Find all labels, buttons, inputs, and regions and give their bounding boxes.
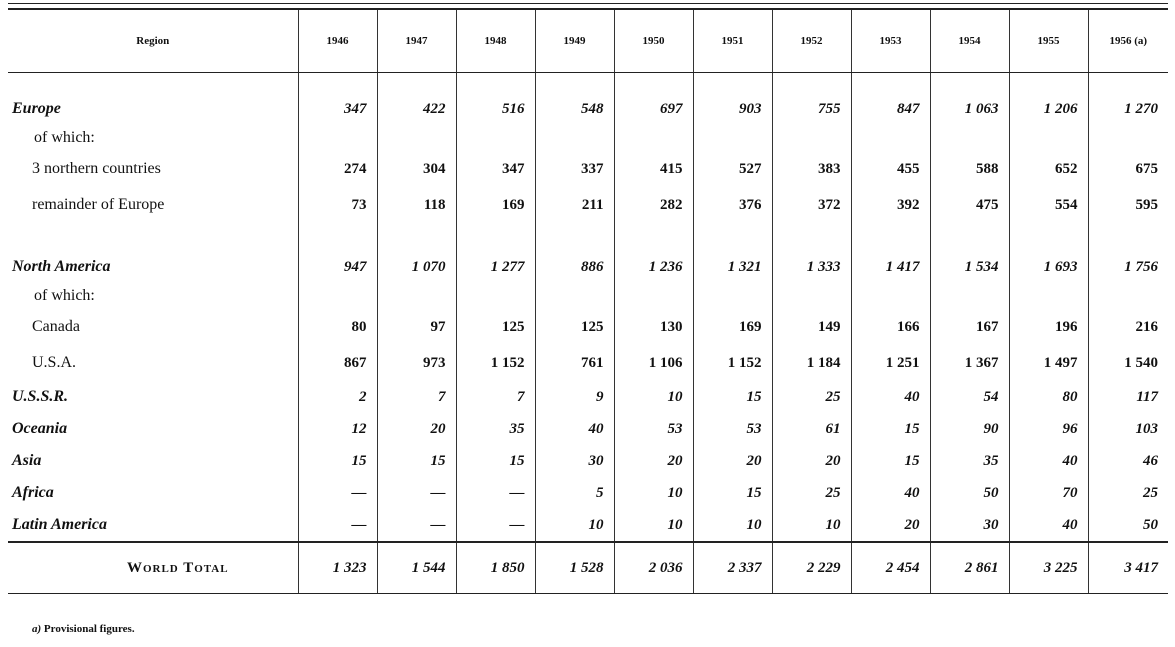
cell-value: 70 <box>1009 477 1088 509</box>
cell-value: 337 <box>535 151 614 187</box>
cell-value: 40 <box>1009 509 1088 542</box>
cell-value: 455 <box>851 151 930 187</box>
cell-value <box>456 223 535 251</box>
cell-value: 30 <box>930 509 1009 542</box>
table-row <box>8 413 1168 445</box>
spacer-row <box>8 223 1168 251</box>
cell-value <box>930 223 1009 251</box>
cell-value: 166 <box>851 309 930 345</box>
cell-value <box>614 283 693 309</box>
cell-value: 15 <box>851 413 930 445</box>
total-value: 3 417 <box>1088 542 1168 594</box>
cell-value <box>298 283 377 309</box>
table-row <box>8 251 1168 283</box>
cell-value: 40 <box>851 381 930 413</box>
total-row <box>8 542 1168 594</box>
row-label: Africa <box>12 484 54 501</box>
total-value: 2 229 <box>772 542 851 594</box>
cell-value: 15 <box>377 445 456 477</box>
cell-value: 25 <box>772 477 851 509</box>
table-row <box>8 345 1168 381</box>
spacer-row <box>8 73 1168 94</box>
cell-value: 1 152 <box>693 345 772 381</box>
table-row <box>8 445 1168 477</box>
cell-value: 475 <box>930 187 1009 223</box>
cell-value: 1 152 <box>456 345 535 381</box>
header-year: 1951 <box>693 9 772 73</box>
cell-value: 383 <box>772 151 851 187</box>
cell-value: 90 <box>930 413 1009 445</box>
cell-value: 274 <box>298 151 377 187</box>
cell-value: 516 <box>456 93 535 125</box>
cell-value <box>772 125 851 151</box>
row-label: Latin America <box>12 516 107 533</box>
cell-value: 1 106 <box>614 345 693 381</box>
cell-value <box>851 223 930 251</box>
table-row <box>8 381 1168 413</box>
cell-value <box>614 223 693 251</box>
cell-value: 96 <box>1009 413 1088 445</box>
cell-value: 7 <box>377 381 456 413</box>
cell-value: 5 <box>535 477 614 509</box>
cell-value: 1 321 <box>693 251 772 283</box>
cell-value: 304 <box>377 151 456 187</box>
cell-value: — <box>456 509 535 542</box>
cell-value: 80 <box>298 309 377 345</box>
cell-value: 1 251 <box>851 345 930 381</box>
cell-value: 1 756 <box>1088 251 1168 283</box>
row-label: Canada <box>32 318 80 335</box>
cell-value: 25 <box>1088 477 1168 509</box>
cell-value: 1 540 <box>1088 345 1168 381</box>
cell-value <box>693 125 772 151</box>
footnote-text: Provisional figures. <box>43 623 135 635</box>
cell-value: 20 <box>772 445 851 477</box>
cell-value: 211 <box>535 187 614 223</box>
cell-value: 10 <box>614 509 693 542</box>
cell-value: 1 270 <box>1088 93 1168 125</box>
total-value: 1 544 <box>377 542 456 594</box>
cell-value <box>772 283 851 309</box>
row-label: Oceania <box>12 420 68 437</box>
cell-value: 1 070 <box>377 251 456 283</box>
cell-value: — <box>377 477 456 509</box>
cell-value: 548 <box>535 93 614 125</box>
cell-value: 53 <box>614 413 693 445</box>
cell-value: 1 333 <box>772 251 851 283</box>
cell-value: 40 <box>1009 445 1088 477</box>
cell-value: 15 <box>456 445 535 477</box>
cell-value <box>377 283 456 309</box>
cell-value: 527 <box>693 151 772 187</box>
row-label: of which: <box>34 129 95 146</box>
cell-value <box>1009 283 1088 309</box>
cell-value <box>377 223 456 251</box>
footnote <box>32 623 135 635</box>
total-value: 1 850 <box>456 542 535 594</box>
cell-value: 169 <box>693 309 772 345</box>
cell-value: 130 <box>614 309 693 345</box>
cell-value <box>772 223 851 251</box>
cell-value: — <box>298 509 377 542</box>
header-row <box>8 9 1168 73</box>
cell-value: 1 236 <box>614 251 693 283</box>
cell-value <box>1009 223 1088 251</box>
total-value: 2 337 <box>693 542 772 594</box>
cell-value: 652 <box>1009 151 1088 187</box>
cell-value: 20 <box>693 445 772 477</box>
cell-value: 886 <box>535 251 614 283</box>
cell-value: 35 <box>930 445 1009 477</box>
table-row <box>8 125 1168 151</box>
cell-value: 973 <box>377 345 456 381</box>
cell-value: 2 <box>298 381 377 413</box>
cell-value <box>1088 283 1168 309</box>
row-label: remainder of Europe <box>32 196 165 213</box>
cell-value: 9 <box>535 381 614 413</box>
cell-value: 554 <box>1009 187 1088 223</box>
cell-value <box>456 283 535 309</box>
total-value: 2 861 <box>930 542 1009 594</box>
table-row <box>8 187 1168 223</box>
cell-value <box>298 223 377 251</box>
cell-value: 73 <box>298 187 377 223</box>
cell-value: 588 <box>930 151 1009 187</box>
cell-value <box>456 125 535 151</box>
cell-value: 1 277 <box>456 251 535 283</box>
table-row <box>8 151 1168 187</box>
cell-value: 149 <box>772 309 851 345</box>
cell-value: — <box>298 477 377 509</box>
header-year: 1948 <box>456 9 535 73</box>
cell-value: 50 <box>1088 509 1168 542</box>
cell-value <box>614 125 693 151</box>
cell-value: 53 <box>693 413 772 445</box>
header-year: 1947 <box>377 9 456 73</box>
cell-value <box>535 223 614 251</box>
cell-value: 50 <box>930 477 1009 509</box>
cell-value: 15 <box>298 445 377 477</box>
cell-value <box>851 283 930 309</box>
cell-value: 25 <box>772 381 851 413</box>
cell-value: 20 <box>851 509 930 542</box>
cell-value: 755 <box>772 93 851 125</box>
cell-value: 422 <box>377 93 456 125</box>
cell-value: 415 <box>614 151 693 187</box>
cell-value: 46 <box>1088 445 1168 477</box>
cell-value: 847 <box>851 93 930 125</box>
cell-value <box>851 125 930 151</box>
cell-value: 1 417 <box>851 251 930 283</box>
cell-value: 10 <box>614 477 693 509</box>
total-value: 1 528 <box>535 542 614 594</box>
cell-value: 15 <box>693 477 772 509</box>
table-body <box>8 73 1168 594</box>
cell-value: 10 <box>693 509 772 542</box>
cell-value: 376 <box>693 187 772 223</box>
cell-value: 196 <box>1009 309 1088 345</box>
cell-value: 61 <box>772 413 851 445</box>
total-value: 2 036 <box>614 542 693 594</box>
row-label <box>8 223 298 251</box>
cell-value <box>1088 223 1168 251</box>
cell-value: 1 497 <box>1009 345 1088 381</box>
cell-value: 1 063 <box>930 93 1009 125</box>
cell-value: 118 <box>377 187 456 223</box>
table-row <box>8 283 1168 309</box>
cell-value: 347 <box>298 93 377 125</box>
cell-value: 1 693 <box>1009 251 1088 283</box>
row-label: 3 northern countries <box>32 160 161 177</box>
cell-value <box>535 125 614 151</box>
cell-value: 1 206 <box>1009 93 1088 125</box>
header-year: 1956 (a) <box>1088 9 1168 73</box>
cell-value <box>1009 125 1088 151</box>
total-value: 1 323 <box>298 542 377 594</box>
cell-value: 20 <box>377 413 456 445</box>
cell-value <box>693 223 772 251</box>
cell-value: 1 367 <box>930 345 1009 381</box>
cell-value: 282 <box>614 187 693 223</box>
cell-value: 10 <box>535 509 614 542</box>
cell-value: 97 <box>377 309 456 345</box>
cell-value: 10 <box>772 509 851 542</box>
table-row <box>8 477 1168 509</box>
cell-value <box>930 283 1009 309</box>
cell-value: 867 <box>298 345 377 381</box>
cell-value <box>298 125 377 151</box>
table-row <box>8 509 1168 542</box>
header-year: 1950 <box>614 9 693 73</box>
cell-value: 117 <box>1088 381 1168 413</box>
cell-value: 595 <box>1088 187 1168 223</box>
header-year: 1955 <box>1009 9 1088 73</box>
cell-value: 80 <box>1009 381 1088 413</box>
cell-value: 12 <box>298 413 377 445</box>
cell-value: 372 <box>772 187 851 223</box>
cell-value: 54 <box>930 381 1009 413</box>
cell-value: 20 <box>614 445 693 477</box>
cell-value: 103 <box>1088 413 1168 445</box>
cell-value: — <box>456 477 535 509</box>
cell-value: 347 <box>456 151 535 187</box>
row-label: North America <box>12 258 111 275</box>
cell-value <box>377 125 456 151</box>
header-region: Region <box>8 9 298 73</box>
cell-value: 1 534 <box>930 251 1009 283</box>
cell-value: 40 <box>535 413 614 445</box>
header-year: 1949 <box>535 9 614 73</box>
cell-value: 125 <box>456 309 535 345</box>
header-year: 1952 <box>772 9 851 73</box>
cell-value: 216 <box>1088 309 1168 345</box>
cell-value: 40 <box>851 477 930 509</box>
cell-value: 15 <box>693 381 772 413</box>
total-label: World Total <box>8 542 298 594</box>
cell-value <box>1088 125 1168 151</box>
total-value: 2 454 <box>851 542 930 594</box>
row-label: U.S.A. <box>32 354 77 371</box>
row-label: of which: <box>34 287 95 304</box>
header-year: 1954 <box>930 9 1009 73</box>
cell-value: 392 <box>851 187 930 223</box>
cell-value: — <box>377 509 456 542</box>
table-row <box>8 93 1168 125</box>
table-row <box>8 309 1168 345</box>
cell-value: 35 <box>456 413 535 445</box>
cell-value: 903 <box>693 93 772 125</box>
cell-value: 10 <box>614 381 693 413</box>
cell-value: 30 <box>535 445 614 477</box>
data-table <box>8 8 1168 594</box>
cell-value <box>535 283 614 309</box>
cell-value: 15 <box>851 445 930 477</box>
row-label: Europe <box>12 100 61 117</box>
cell-value: 169 <box>456 187 535 223</box>
cell-value: 1 184 <box>772 345 851 381</box>
header-year: 1946 <box>298 9 377 73</box>
footnote-marker: a) <box>32 623 42 635</box>
cell-value: 7 <box>456 381 535 413</box>
row-label: U.S.S.R. <box>12 388 69 405</box>
cell-value <box>693 283 772 309</box>
cell-value: 697 <box>614 93 693 125</box>
cell-value: 167 <box>930 309 1009 345</box>
cell-value: 947 <box>298 251 377 283</box>
cell-value: 125 <box>535 309 614 345</box>
top-rule <box>8 3 1168 4</box>
cell-value: 761 <box>535 345 614 381</box>
header-year: 1953 <box>851 9 930 73</box>
cell-value <box>930 125 1009 151</box>
total-value: 3 225 <box>1009 542 1088 594</box>
row-label: Asia <box>12 452 42 469</box>
cell-value: 675 <box>1088 151 1168 187</box>
